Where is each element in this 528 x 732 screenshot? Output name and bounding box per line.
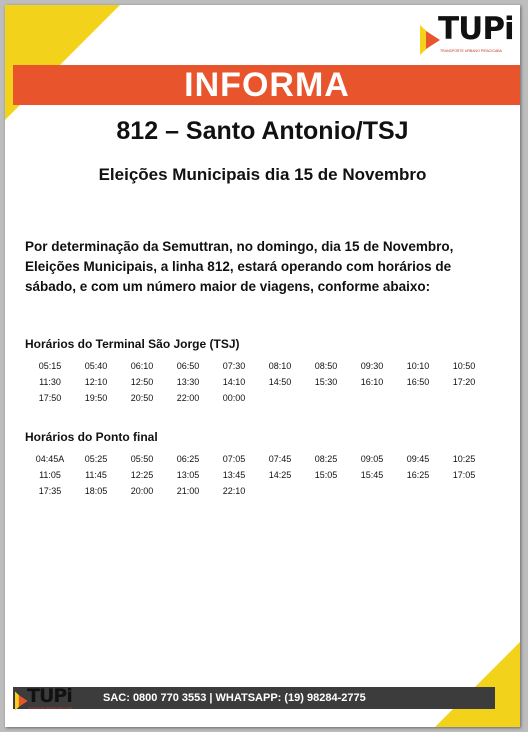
departure-time: 21:00: [176, 486, 200, 496]
departure-time: 14:10: [222, 377, 246, 387]
departure-time: 05:40: [84, 361, 108, 371]
departure-time: 20:00: [130, 486, 154, 496]
departure-time: 06:50: [176, 361, 200, 371]
departure-time: 22:10: [222, 486, 246, 496]
departure-time: 06:25: [176, 454, 200, 464]
departure-time: 13:45: [222, 470, 246, 480]
departure-time: 07:45: [268, 454, 292, 464]
departure-time: 11:30: [39, 377, 61, 387]
notice-line: Eleições Municipais, a linha 812, estará operando com horários de: [25, 259, 452, 274]
departure-time: 10:10: [406, 361, 430, 371]
departure-time: 04:45A: [35, 454, 65, 464]
departure-time: 15:30: [314, 377, 338, 387]
notice-line: sábado, e com um número maior de viagens, conforme abaixo:: [25, 279, 431, 294]
schedule-grid-final-stop: [27, 453, 487, 497]
page-subtitle: Eleições Municipais dia 15 de Novembro: [98, 165, 427, 184]
departure-time: 09:45: [406, 454, 430, 464]
schedule-title-final-stop: Horários do Ponto final: [25, 430, 158, 444]
departure-time: 11:05: [39, 470, 61, 480]
departure-time: 20:50: [130, 393, 154, 403]
page-title: 812 – Santo Antonio/TSJ: [116, 117, 409, 145]
notice-line: Por determinação da Semuttran, no domingo, dia 15 de Novembro,: [25, 239, 454, 254]
departure-time: 14:25: [268, 470, 292, 480]
departure-time: 05:50: [130, 454, 154, 464]
notice-page: [5, 5, 520, 727]
informa-banner: INFORMA: [13, 65, 520, 105]
departure-time: 00:00: [222, 393, 246, 403]
logo-subtitle: TRANSPORTE URBANO PIRACICABA: [440, 49, 502, 53]
departure-time: 19:50: [84, 393, 108, 403]
schedule-title-terminal: Horários do Terminal São Jorge (TSJ): [25, 337, 240, 351]
contact-info: SAC: 0800 770 3553 | WHATSAPP: (19) 98284-2775: [103, 692, 366, 704]
departure-time: 12:10: [84, 377, 108, 387]
departure-time: 15:45: [360, 470, 384, 480]
departure-time: 16:50: [406, 377, 430, 387]
departure-time: 22:00: [176, 393, 200, 403]
departure-time: 17:05: [452, 470, 476, 480]
departure-time: 16:25: [406, 470, 430, 480]
departure-time: 08:10: [268, 361, 292, 371]
departure-time: 09:30: [360, 361, 384, 371]
departure-time: 13:05: [176, 470, 200, 480]
departure-time: 16:10: [360, 377, 384, 387]
contact-footer: [13, 687, 495, 709]
logo-subtitle: TRANSPORTE URBANO PIRACICABA: [28, 707, 73, 710]
departure-time: 12:25: [130, 470, 154, 480]
departure-time: 18:05: [84, 486, 108, 496]
tupi-logo: [420, 13, 512, 63]
departure-time: 07:05: [222, 454, 246, 464]
departure-time: 09:05: [360, 454, 384, 464]
departure-time: 05:25: [84, 454, 108, 464]
departure-time: 05:15: [38, 361, 62, 371]
departure-time: 17:20: [452, 377, 476, 387]
departure-time: 12:50: [130, 377, 154, 387]
departure-time: 14:50: [268, 377, 292, 387]
schedule-grid-terminal: [27, 360, 487, 404]
tupi-logo-footer: [15, 683, 75, 713]
departure-time: 07:30: [222, 361, 246, 371]
departure-time: 13:30: [176, 377, 200, 387]
departure-time: 10:25: [452, 454, 476, 464]
notice-paragraph: [25, 237, 505, 297]
departure-time: 17:50: [38, 393, 62, 403]
departure-time: 06:10: [130, 361, 154, 371]
departure-time: 08:50: [314, 361, 338, 371]
departure-time: 11:45: [85, 470, 107, 480]
departure-time: 10:50: [452, 361, 476, 371]
corner-decoration-bottom-right: [435, 642, 520, 727]
logo-text: TUPi: [27, 685, 72, 707]
logo-text: TUPi: [438, 11, 514, 47]
departure-time: 15:05: [314, 470, 338, 480]
departure-time: 08:25: [314, 454, 338, 464]
departure-time: 17:35: [38, 486, 62, 496]
